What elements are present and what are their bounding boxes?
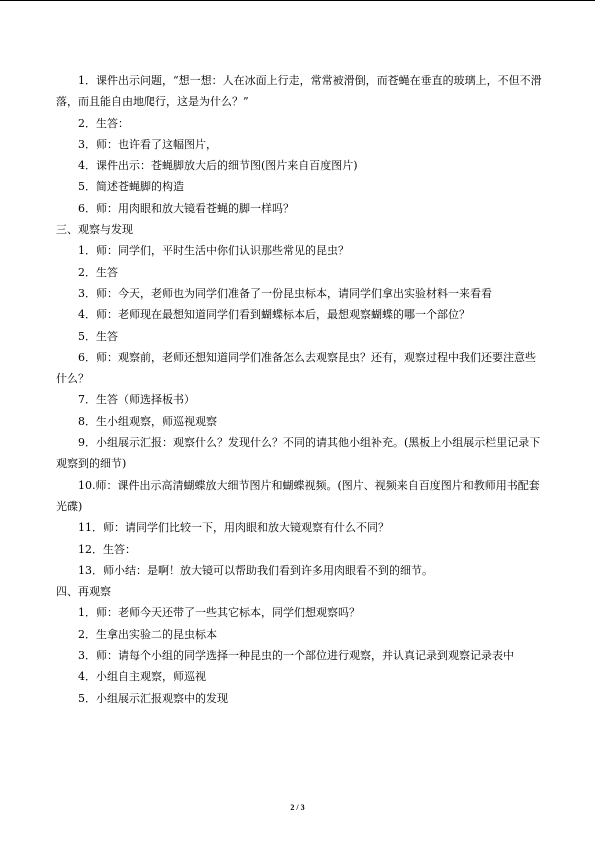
document-body <box>56 70 542 709</box>
paragraph: 12．生答： <box>78 542 136 556</box>
paragraph: 4．师：老师现在最想知道同学们看到蝴蝶标本后，最想观察蝴蝶的哪一个部位？ <box>78 308 470 322</box>
paragraph: 5．简述苍蝇脚的构造 <box>78 180 184 194</box>
paragraph: 3．师：也许看了这幅图片， <box>78 137 217 151</box>
paragraph: 10.师：课件出示高清蝴蝶放大细节图片和蝴蝶视频。(图片、视频来自百度图片和教师用书配套光碟) <box>56 478 540 513</box>
paragraph: 11．师：请同学们比较一下，用肉眼和放大镜观察有什么不同？ <box>78 521 389 535</box>
paragraph: 4．小组自主观察，师巡视 <box>78 670 206 684</box>
paragraph: 2．生拿出实验二的昆虫标本 <box>78 627 217 641</box>
paragraph: 6．师：观察前，老师还想知道同学们准备怎么去观察昆虫？还有，观察过程中我们还要注意些什么？ <box>56 350 536 386</box>
paragraph: 13．师小结：是啊！放大镜可以帮助我们看到许多用肉眼看不到的细节。 <box>78 563 433 577</box>
paragraph: 1．师：同学们，平时生活中你们认识那些常见的昆虫？ <box>78 244 349 258</box>
paragraph: 3．师：今天，老师也为同学们准备了一份昆虫标本，请同学们拿出实验材料一来看看 <box>78 286 492 300</box>
paragraph: 4．课件出示：苍蝇脚放大后的细节图(图片来自百度图片) <box>78 159 358 173</box>
paragraph: 8．生小组观察，师巡视观察 <box>78 414 217 428</box>
paragraph: 5．生答 <box>78 329 118 343</box>
paragraph: 2．生答 <box>78 265 118 279</box>
header-rule <box>0 0 595 1</box>
paragraph: 5．小组展示汇报观察中的发现 <box>78 691 228 705</box>
paragraph: 9．小组展示汇报：观察什么？发现什么？不同的请其他小组补充。(黑板上小组展示栏里记录下观察到的细节) <box>56 436 541 471</box>
paragraph: 2．生答： <box>78 116 129 130</box>
paragraph: 1．课件出示问题，“想一想：人在冰面上行走，常常被滑倒，而苍蝇在垂直的玻璃上，不但不滑落，而且能自由地爬行，这是为什么？” <box>56 74 542 109</box>
paragraph: 6．师：用肉眼和放大镜看苍蝇的脚一样吗？ <box>78 201 294 215</box>
page-number: 2 / 3 <box>290 803 305 812</box>
paragraph: 1．师：老师今天还带了一些其它标本，同学们想观察吗？ <box>78 606 360 620</box>
paragraph: 3．师：请每个小组的同学选择一种昆虫的一个部位进行观察，并认真记录到观察记录表中 <box>78 649 514 663</box>
paragraph: 7．生答（师选择板书） <box>78 393 195 407</box>
section-heading: 三、观察与发现 <box>56 223 133 237</box>
section-heading: 四、再观察 <box>56 585 111 599</box>
